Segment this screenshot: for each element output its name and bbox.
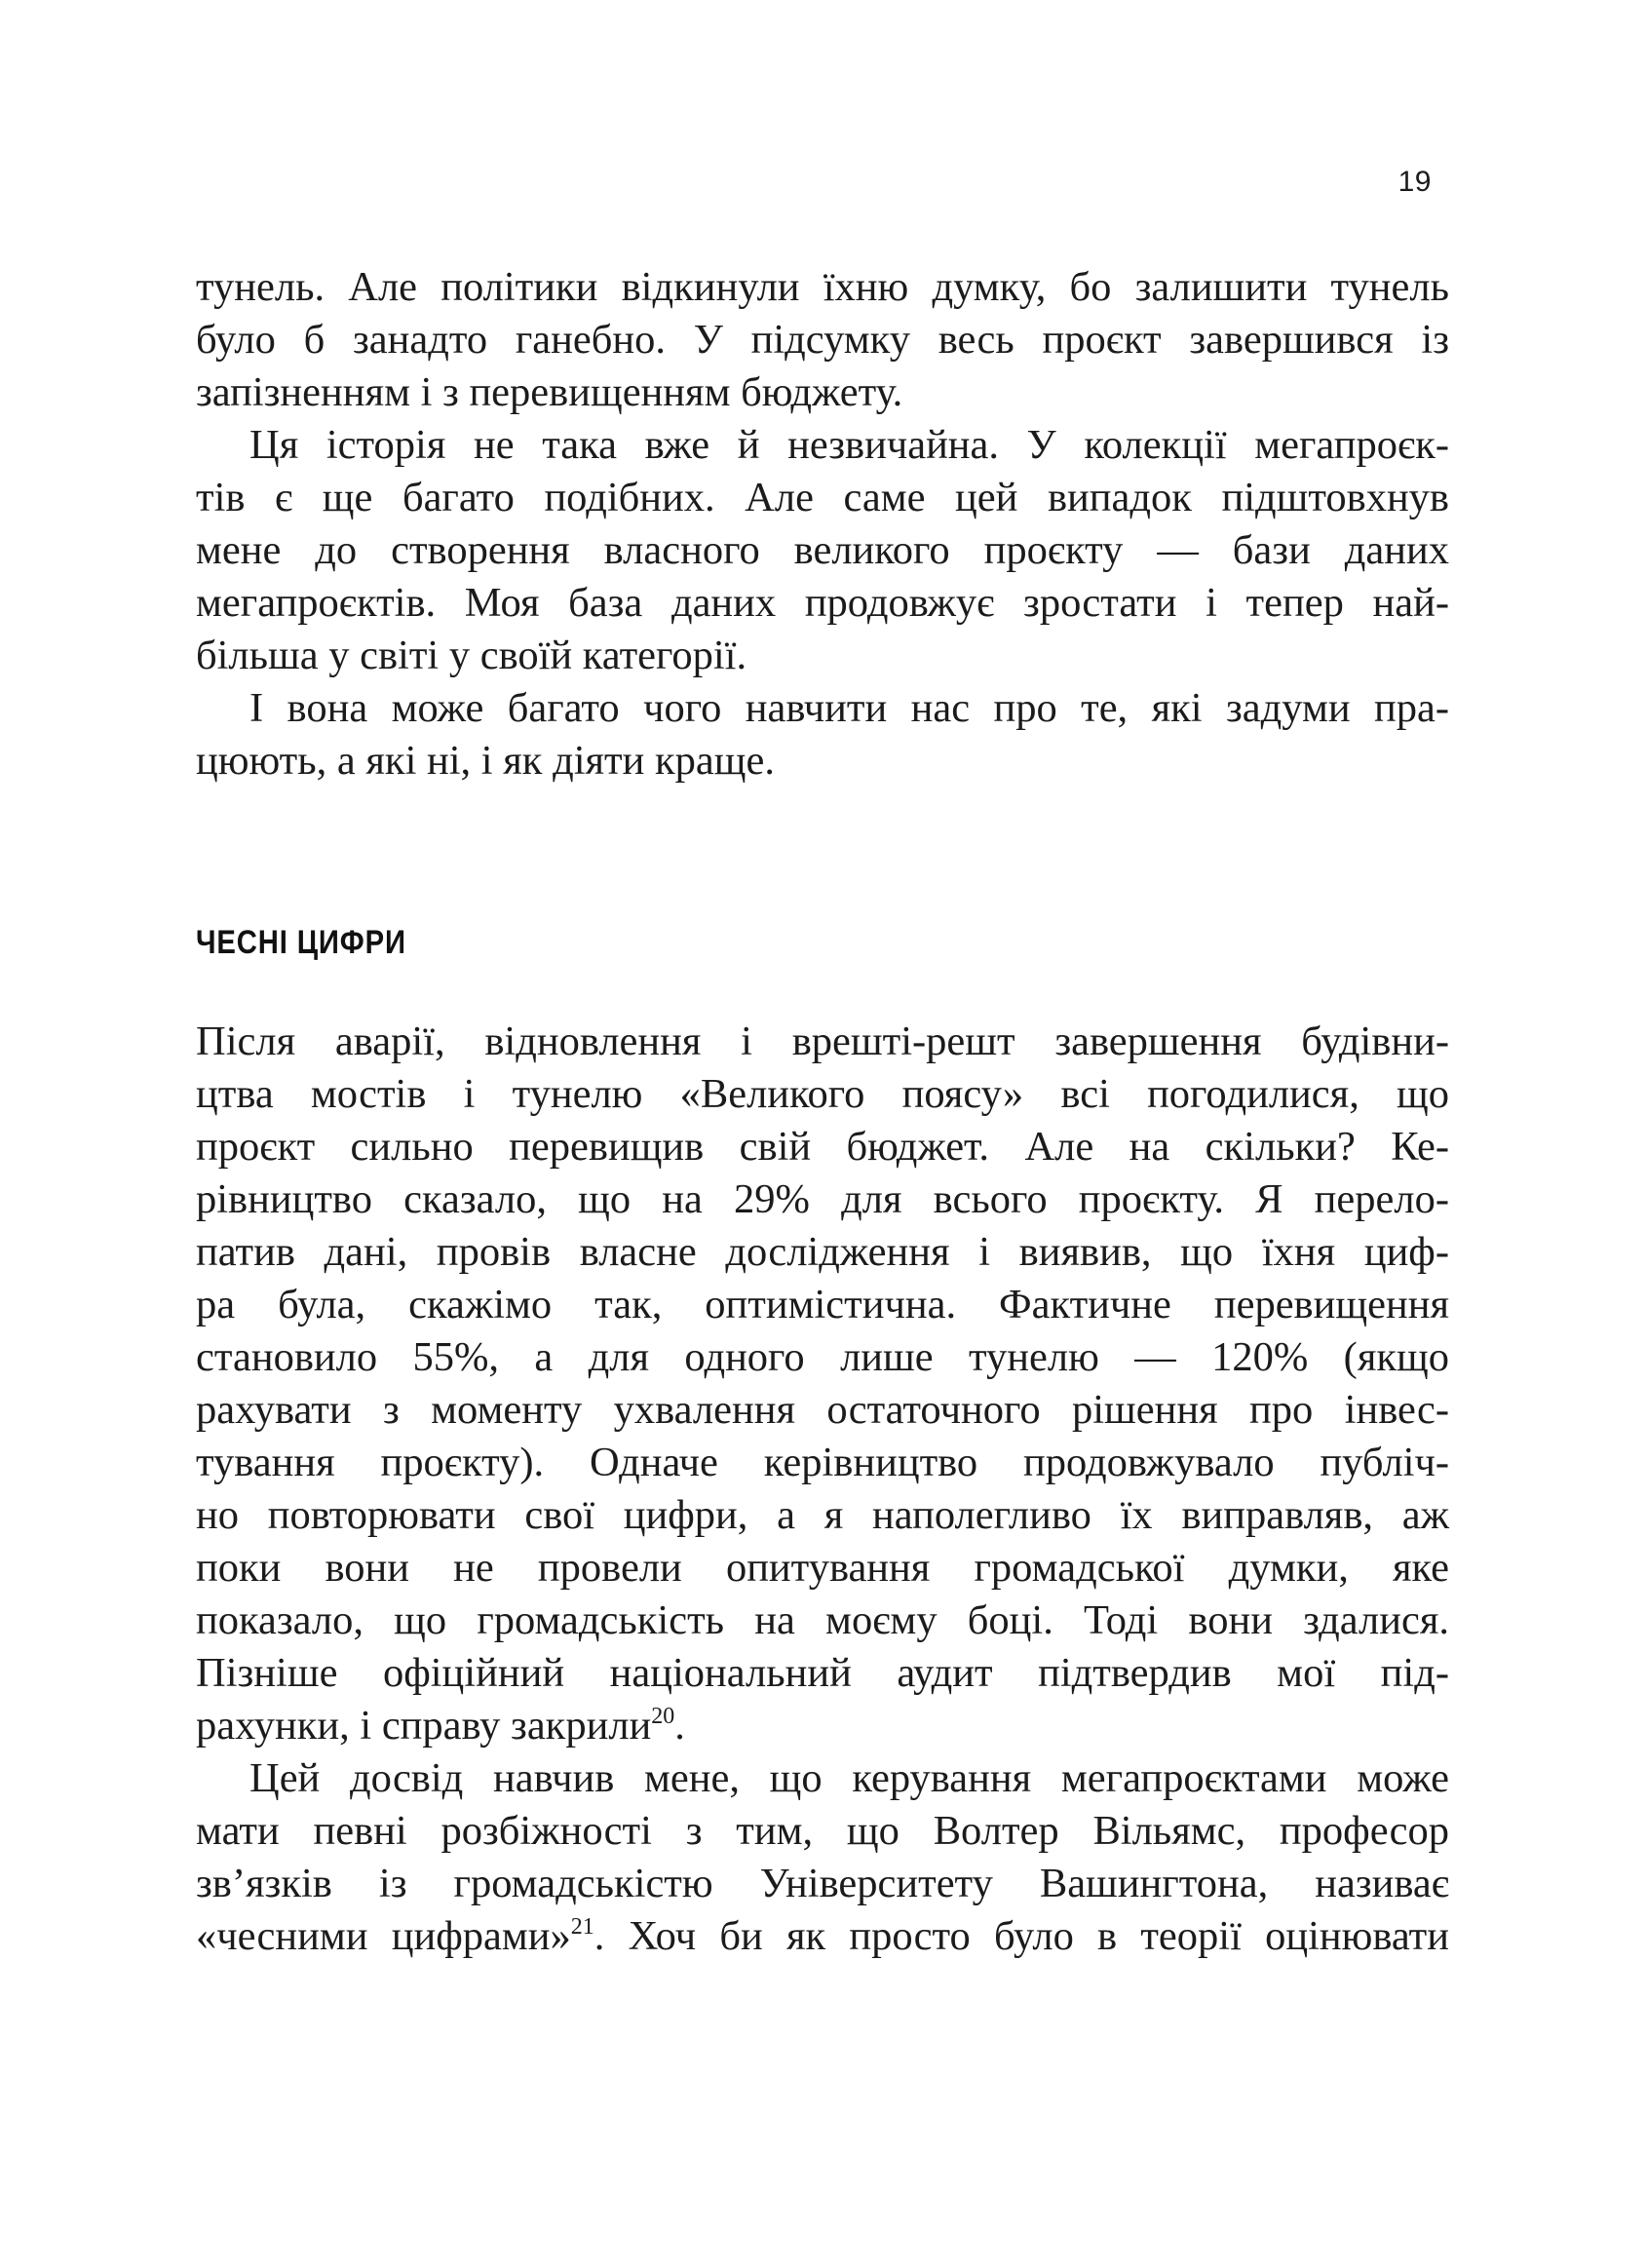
text-line — [196, 261, 1449, 314]
text-line — [196, 1542, 1449, 1595]
line-text: запізненням і з перевищенням бюджету. — [196, 369, 903, 415]
text-line — [196, 1595, 1449, 1647]
text-line — [196, 314, 1449, 366]
line-text: тів є ще багато подібних. Але саме цей випадок підштовхнув — [196, 475, 1449, 520]
line-text: Цей досвід навчив мене, що керування мегапроєктами може — [249, 1755, 1449, 1801]
text-line — [196, 1016, 1449, 1068]
line-text: рівництво сказало, що на 29% для всього проєкту. Я перело- — [196, 1176, 1449, 1222]
line-text: зв’язків із громадськістю Університету Вашингтона, називає — [196, 1861, 1449, 1906]
line-text: Ця історія не така вже й незвичайна. У колекції мегапроєк- — [249, 422, 1449, 468]
footnote-reference: 21 — [570, 1914, 594, 1940]
line-text: ра була, скажімо так, оптимістична. Фактичне перевищення — [196, 1282, 1449, 1327]
text-line — [196, 1752, 1449, 1805]
text-line — [196, 630, 1449, 682]
line-text-continuation: . Хоч би як просто було в теорії оцінювати — [593, 1913, 1449, 1959]
text-line — [196, 1173, 1449, 1226]
text-line — [196, 1700, 1449, 1752]
line-text: цюють, а які ні, і як діяти краще. — [196, 738, 775, 784]
text-line — [196, 1489, 1449, 1542]
line-text: І вона може багато чого навчити нас про те, які задуми пра- — [249, 685, 1449, 731]
text-line — [196, 1647, 1449, 1700]
text-line — [196, 577, 1449, 630]
text-line — [196, 1384, 1449, 1437]
line-text: рахунки, і справу закрили — [196, 1703, 652, 1749]
line-text: мегапроєктів. Моя база даних продовжує зростати і тепер най- — [196, 580, 1449, 626]
line-text: більша у світі у своїй категорії. — [196, 633, 747, 678]
section-heading: ЧЕСНІ ЦИФРИ — [196, 924, 406, 961]
line-text: тунель. Але політики відкинули їхню думку, бо залишити тунель — [196, 264, 1449, 310]
text-line — [196, 1910, 1449, 1963]
paragraphs-main — [196, 1016, 1449, 1963]
text-line — [196, 682, 1449, 735]
line-text: показало, що громадськість на моєму боці. Тоді вони здалися. — [196, 1597, 1449, 1643]
text-line — [196, 419, 1449, 472]
line-text: проєкт сильно перевищив свій бюджет. Але на скільки? Ке- — [196, 1124, 1449, 1170]
text-line — [196, 1805, 1449, 1858]
text-line — [196, 1437, 1449, 1489]
text-line — [196, 1279, 1449, 1331]
text-line — [196, 472, 1449, 524]
line-text: патив дані, провів власне дослідження і виявив, що їхня циф- — [196, 1229, 1449, 1275]
text-line — [196, 735, 1449, 788]
line-text: мене до створення власного великого проєкту — бази даних — [196, 527, 1449, 573]
text-line — [196, 1331, 1449, 1384]
page-number: 19 — [1397, 166, 1432, 198]
text-line — [196, 366, 1449, 419]
line-text: було б занадто ганебно. У підсумку весь проєкт завершився із — [196, 317, 1449, 363]
line-text-continuation: . — [674, 1703, 685, 1749]
line-text: мати певні розбіжності з тим, що Волтер Вільямс, професор — [196, 1808, 1449, 1854]
text-line — [196, 1858, 1449, 1910]
text-line — [196, 524, 1449, 577]
line-text: «чесними цифрами» — [196, 1913, 571, 1959]
line-text: но повторювати свої цифри, а я наполегливо їх виправляв, аж — [196, 1492, 1449, 1538]
line-text: цтва мостів і тунелю «Великого поясу» всі погодилися, що — [196, 1071, 1449, 1117]
footnote-reference: 20 — [651, 1704, 675, 1729]
line-text: становило 55%, а для одного лише тунелю — 120% (якщо — [196, 1334, 1449, 1380]
line-text: Пізніше офіційний національний аудит підтвердив мої під- — [196, 1650, 1449, 1696]
text-line — [196, 1121, 1449, 1173]
line-text: тування проєкту). Одначе керівництво продовжувало публіч- — [196, 1440, 1449, 1485]
text-line — [196, 1226, 1449, 1279]
paragraphs-top — [196, 261, 1449, 788]
line-text: поки вони не провели опитування громадської думки, яке — [196, 1545, 1449, 1591]
line-text: Після аварії, відновлення і врешті-решт завершення будівни- — [196, 1019, 1449, 1064]
text-line — [196, 1068, 1449, 1121]
line-text: рахувати з моменту ухвалення остаточного рішення про інвес- — [196, 1387, 1449, 1433]
